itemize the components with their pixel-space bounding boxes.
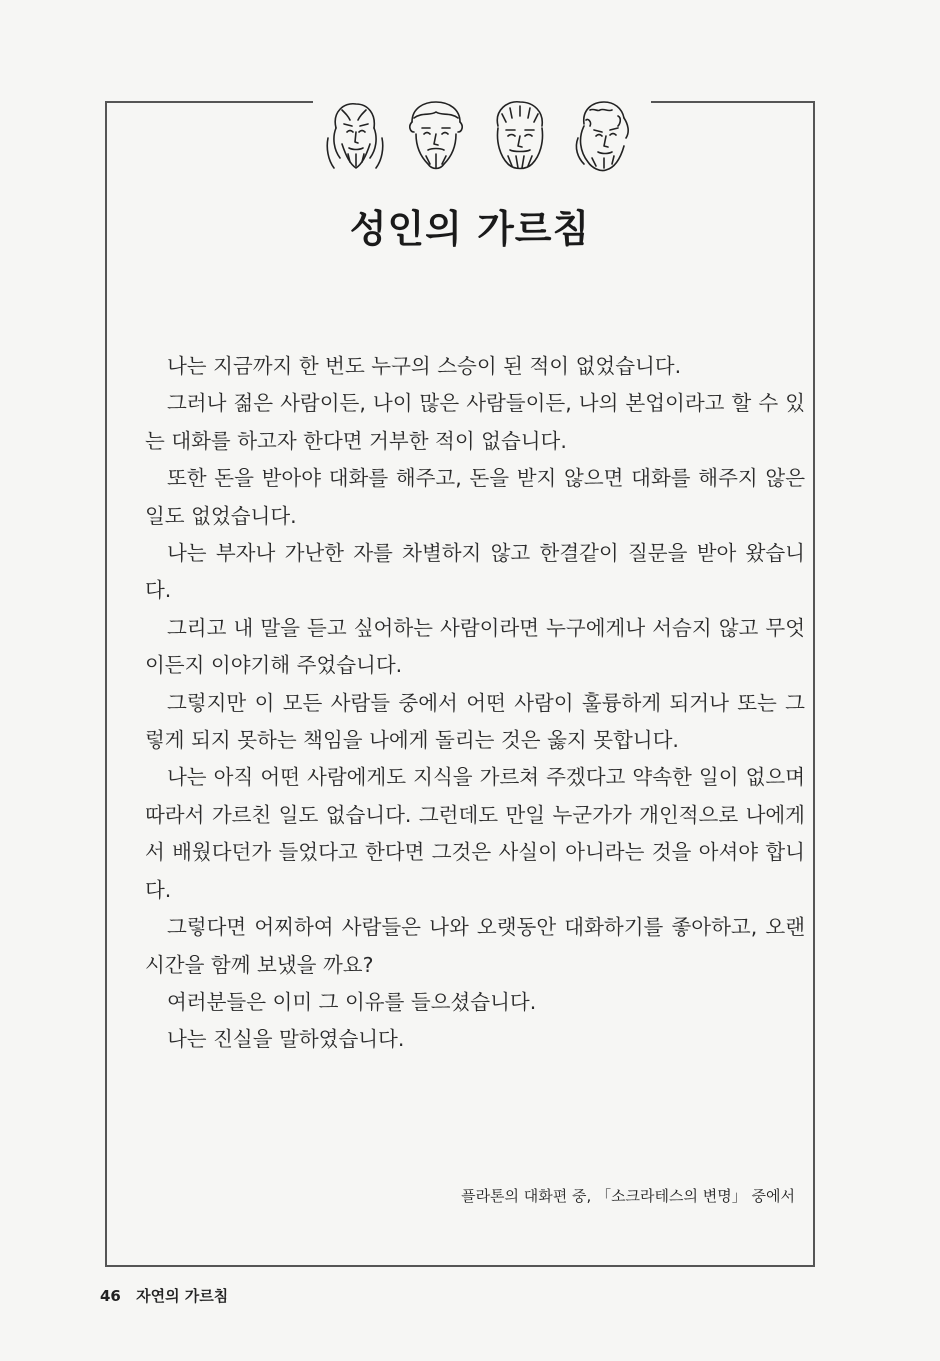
philosopher-face-4-icon <box>576 102 628 171</box>
paragraph: 그리고 내 말을 듣고 싶어하는 사람이라면 누구에게나 서슴지 않고 무엇이든지 이야기해 주었습니다. <box>145 615 805 678</box>
frame-top-left-line <box>105 101 313 103</box>
source-citation: 플라톤의 대화편 중, 「소크라테스의 변명」 중에서 <box>461 1187 795 1205</box>
paragraph: 나는 진실을 말하였습니다. <box>167 1027 405 1052</box>
paragraph: 나는 아직 어떤 사람에게도 지식을 가르쳐 주겠다고 약속한 일이 없으며 따라서 가르친 일도 없습니다. 그런데도 만일 누군가가 개인적으로 나에게서 배웠다던가 들었다고 한다면 그것은 사실이 아니라는 것을 아셔야 합니다. <box>145 765 805 902</box>
page-footer <box>100 1285 228 1306</box>
philosopher-face-1-icon <box>327 104 383 168</box>
paragraph: 그렇다면 어찌하여 사람들은 나와 오랫동안 대화하기를 좋아하고, 오랜 시간을 함께 보냈을 까요? <box>145 915 805 977</box>
page-title: 성인의 가르침 <box>349 207 591 251</box>
philosopher-face-2-icon <box>410 102 462 169</box>
frame-top-right-line <box>651 101 815 103</box>
paragraph: 그렇지만 이 모든 사람들 중에서 어떤 사람이 훌륭하게 되거나 또는 그렇게 되지 못하는 책임을 나에게 돌리는 것은 옳지 못합니다. <box>145 690 805 753</box>
frame-right-line <box>813 101 815 1267</box>
quote-body <box>145 348 805 1059</box>
page-number: 46 <box>100 1287 121 1305</box>
frame-left-line <box>105 101 107 1267</box>
frame-bottom-line <box>105 1265 815 1267</box>
paragraph: 또한 돈을 받아야 대화를 해주고, 돈을 받지 않으면 대화를 해주지 않은 일도 없었습니다. <box>145 466 805 528</box>
paragraph: 그러나 젊은 사람이든, 나이 많은 사람들이든, 나의 본업이라고 할 수 있는 대화를 하고자 한다면 거부한 적이 없습니다. <box>145 391 805 453</box>
paragraph: 나는 부자나 가난한 자를 차별하지 않고 한결같이 질문을 받아 왔습니다. <box>145 541 805 603</box>
philosopher-face-3-icon <box>497 102 542 169</box>
philosophers-faces-illustration <box>322 98 642 178</box>
paragraph: 나는 지금까지 한 번도 누구의 스승이 된 적이 없었습니다. <box>167 354 682 378</box>
paragraph: 여러분들은 이미 그 이유를 들으셨습니다. <box>167 989 537 1014</box>
section-name: 자연의 가르침 <box>136 1287 229 1305</box>
